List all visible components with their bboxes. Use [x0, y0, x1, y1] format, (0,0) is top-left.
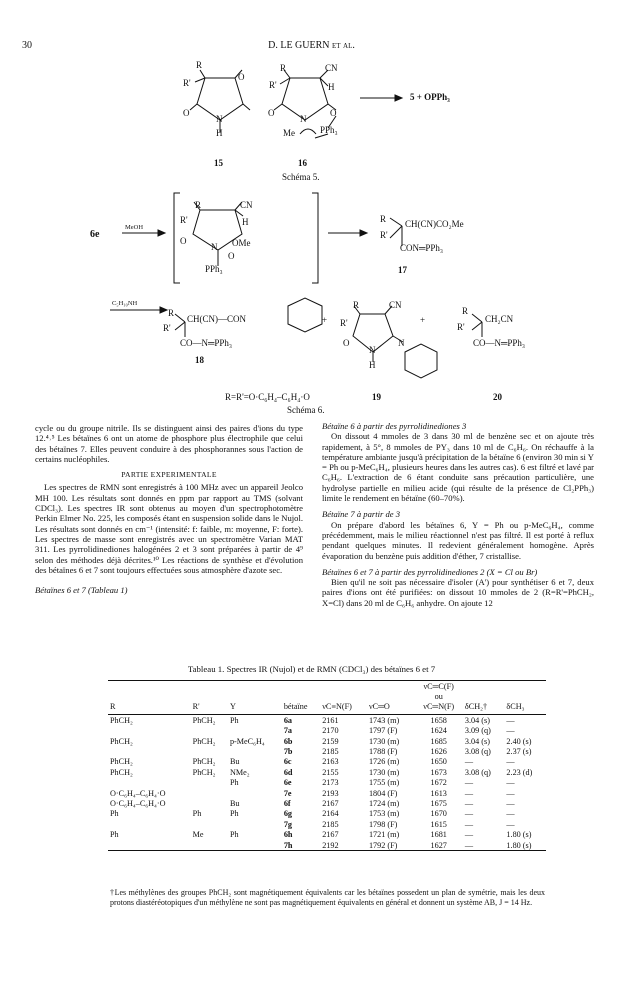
int-o: O — [180, 236, 187, 246]
table-cell: — — [464, 830, 474, 840]
table-cell: 1624 — [430, 726, 447, 736]
header-nu-cn2: νC═N(F) — [414, 702, 462, 715]
table-cell: Ph — [229, 809, 239, 819]
s17-line2: CON═PPh₃ — [400, 243, 444, 253]
int-r: R — [195, 200, 202, 210]
header-nu-cn: νC≡N(F) — [320, 702, 367, 715]
s15-h: H — [216, 128, 223, 138]
s16-cn: CN — [325, 63, 338, 73]
table-row — [108, 829, 546, 839]
table-cell — [191, 788, 228, 798]
table-cell: 1721 (m) — [368, 830, 400, 840]
table-cell — [191, 746, 228, 756]
s19-o: O — [343, 338, 350, 348]
s18-r-prime: R' — [163, 323, 171, 333]
s16-r-prime: R' — [269, 80, 277, 90]
s15-o-left: O — [183, 108, 190, 118]
s19-cn: CN — [389, 300, 402, 310]
table-cell: 2.40 (s) — [506, 736, 532, 746]
table-cell: 6f — [283, 798, 291, 808]
table-cell: — — [506, 788, 515, 798]
reagent-piperidine: C₅H₁₀NH — [112, 300, 138, 307]
table-cell: 6a — [283, 715, 293, 725]
label-17: 17 — [398, 265, 407, 275]
table-cell: 2.37 (s) — [506, 747, 532, 757]
table-row — [108, 767, 546, 777]
table-cell: 1627 — [414, 840, 462, 851]
table-cell: PhCH₂ — [110, 736, 133, 746]
table-cell — [228, 819, 282, 829]
table-cell: 2163 — [322, 757, 339, 767]
table-cell: — — [464, 819, 474, 829]
header-delta-ch3: δCH₃ — [504, 702, 546, 715]
running-title: D. LE GUERN et al. — [268, 40, 355, 51]
header-delta-ch2: δCH₂† — [463, 702, 505, 715]
table-cell: 7g — [283, 819, 293, 829]
right-heading-2: Bétaïne 7 à partir de 3 — [322, 509, 401, 520]
table-cell — [228, 788, 282, 798]
label-16: 16 — [298, 158, 307, 168]
s16-o: O — [268, 108, 275, 118]
table-cell: O·C₆H₄–C₆H₄·O — [110, 798, 166, 808]
table-cell — [191, 798, 228, 808]
s16-r: R — [280, 63, 287, 73]
table-cell: 2185 — [322, 747, 339, 757]
label-15: 15 — [214, 158, 223, 168]
header-nu-cc: νC═C(F) — [414, 681, 462, 692]
table-cell: — — [506, 726, 515, 736]
left-paragraph-2: Les spectres de RMN sont enregistrés à 100 MHz avec un appareil Jeolco MH 100. Les résultats sont donnés en ppm par rapport au TMS (solvant CDCl₃). Les spectres IR sont obtenus au moyen d'un spectrophotomètre Perkin Elmer No. 225, les composés étant en suspension solide dans le Nujol. Les résultats sont donnés en cm⁻¹ (intensité: f: faible, m: moyenne, F: forte). Les spectres de masse sont enregistrés avec un spectromètre Varian MAT 311. Les pyrrolidinediones halogénées 2 et 3 sont préparées à partir de 4⁹ selon des méthodes déjà décrites.¹⁰ Les réactions de synthèse et d'évolution des bétaïnes 6 et 7 sont toujours effectuées sous atmosphère d'azote sec. — [35, 482, 303, 575]
table-cell: 1798 (F) — [368, 819, 398, 829]
table-cell: 7h — [282, 840, 320, 851]
label-19: 19 — [372, 392, 381, 402]
table-row — [108, 809, 546, 819]
table-cell: 1650 — [430, 757, 447, 767]
table-cell: — — [506, 715, 515, 725]
s18-line1: CH(CN)—CON — [187, 314, 247, 324]
table-cell: 1724 (m) — [368, 798, 400, 808]
table-cell: Ph — [229, 778, 239, 788]
table-cell — [191, 840, 228, 851]
table-cell: 6h — [283, 830, 293, 840]
table-cell: 2192 — [320, 840, 367, 851]
table-cell: 1681 — [430, 830, 447, 840]
section-heading: PARTIE EXPERIMENTALE — [121, 470, 217, 480]
table-cell: 2159 — [322, 736, 339, 746]
table-cell: 1788 (F) — [368, 747, 398, 757]
s19-h: H — [369, 360, 376, 370]
s16-pph3: PPh₃ — [320, 125, 338, 135]
table-cell: 3.04 (s) — [464, 715, 490, 725]
table-cell: 1730 (m) — [368, 736, 400, 746]
table-cell: NMe₂ — [229, 767, 250, 777]
table-cell: — — [464, 757, 474, 767]
header-y: Y — [228, 702, 282, 715]
table-row — [108, 757, 546, 767]
table-row — [108, 778, 546, 788]
left-heading-1: Bétaïnes 6 et 7 (Tableau 1) — [35, 585, 128, 596]
header-r: R — [108, 702, 191, 715]
table-cell: Ph — [192, 809, 202, 819]
s16-h: H — [328, 82, 335, 92]
table-cell: 1675 — [430, 798, 447, 808]
right-heading-3: Bétaïnes 6 et 7 à partir des pyrrolidinediones 2 (X = Cl ou Br) — [322, 566, 538, 577]
header-betaine: bétaïne — [282, 702, 320, 715]
table-cell — [108, 819, 191, 829]
table-cell: 3.08 (q) — [464, 767, 491, 777]
table-cell: 6c — [283, 757, 292, 767]
label-18: 18 — [195, 355, 204, 365]
table-cell: p-MeC₆H₄ — [229, 736, 265, 746]
right-paragraph-3: Bien qu'il ne soit pas nécessaire d'isoler (A') pour synthétiser 6 et 7, deux paires d'ions ont été purifiées: on dissout 10 mmoles de 2 (R=R'=PhCH₂, X=Cl) dans 20 ml de C₆H₆ anhydre. On ajoute 12 — [322, 577, 594, 608]
header-nu-co: νC═O — [367, 702, 415, 715]
table-cell: 1797 (F) — [368, 726, 398, 736]
left-column — [35, 423, 303, 595]
table-cell: — — [464, 798, 474, 808]
int-r-prime: R' — [180, 215, 188, 225]
table-cell: 3.04 (s) — [464, 736, 490, 746]
s16-o-ring: O — [330, 108, 337, 118]
table-cell: 2170 — [322, 726, 339, 736]
table-cell: 7a — [283, 726, 293, 736]
scheme5-products: 5 + OPPh₃ — [410, 92, 450, 102]
table-cell: 6d — [283, 767, 293, 777]
table-cell: 1792 (F) — [367, 840, 415, 851]
int-pph3: PPh₃ — [205, 264, 223, 274]
table-cell — [228, 746, 282, 756]
table-cell: 1658 — [430, 715, 447, 725]
table-cell: 1804 (F) — [368, 788, 398, 798]
reagent-meoh: MeOH — [125, 224, 144, 231]
s15-r: R — [196, 60, 203, 70]
table-cell: 2167 — [322, 798, 339, 808]
s15-r-prime: R' — [183, 78, 191, 88]
table-cell: 1685 — [430, 736, 447, 746]
table-cell: 2185 — [322, 819, 339, 829]
table-cell: PhCH₂ — [110, 757, 133, 767]
scheme5-caption: Schéma 5. — [282, 172, 320, 182]
header-ou: ou — [434, 692, 443, 702]
table-row — [108, 736, 546, 746]
right-paragraph-1: On dissout 4 mmoles de 3 dans 30 ml de benzène sec et on ajoute très rapidement, à 5°, 8 mmoles de PY₃ dans 10 ml de C₆H₆. On réchauffe à la température ambiante jusqu'à précipitation de la bétaïne 6 (environ 30 min si Y = Ph ou p-MeC₆H₄, plusieurs heures dans les autres cas). 6 est filtré et lavé par C₆H₆. L'extraction de 6 étant conduite sans précaution particulière, une hydrolyse partielle en milieu acide (qui résulte de la présence de Cl₂PPh₃) limite le rendement en bétaïne (60–70%). — [322, 431, 594, 504]
int-o2: O — [228, 251, 235, 261]
table-cell: 2164 — [322, 809, 339, 819]
page-number: 30 — [22, 40, 32, 51]
table-row — [108, 715, 546, 726]
table-cell: PhCH₂ — [110, 767, 133, 777]
table-cell: Ph — [229, 715, 239, 725]
spectra-table — [108, 680, 546, 851]
table-cell: 2193 — [322, 788, 339, 798]
s18-line2: CO—N═PPh₃ — [180, 338, 233, 348]
right-column — [322, 421, 594, 608]
left-paragraph-1: cycle ou du groupe nitrile. Ils se distinguent ainsi des paires d'ions du type 12.⁴˒⁵ Les bétaïnes 6 ont un atome de phosphore plus électrophile que celui des bétaïnes 7. Elles peuvent conduire à des phosphorannes sous l'action de certains nucléophiles. — [35, 423, 303, 464]
table-cell: 1753 (m) — [368, 809, 400, 819]
table-cell: 2167 — [322, 830, 339, 840]
table-cell: PhCH₂ — [192, 757, 216, 767]
table-cell: 2173 — [322, 778, 339, 788]
table-footnote: †Les méthylènes des groupes PhCH₂ sont magnétiquement équivalents car les bétaïnes possedent un plan de symétrie, mais les deux protons diastéréotopiques d'un méthylène ne sont pas magnétiquement équivalents en général et donnent un système AB, J = 14 Hz. — [110, 888, 545, 907]
table-cell — [191, 819, 228, 829]
table-cell: — — [464, 788, 474, 798]
table-cell: Ph — [110, 830, 119, 840]
int-ome: OMe — [232, 238, 251, 248]
table-cell: 1.80 (s) — [506, 830, 532, 840]
table-row — [108, 819, 546, 829]
table-cell: 3.08 (q) — [464, 747, 491, 757]
table-cell: 1670 — [430, 809, 447, 819]
scheme-6-row1-drawing — [90, 188, 420, 288]
s18-r: R — [168, 308, 175, 318]
table-cell: PhCH₂ — [192, 715, 216, 725]
table-cell: 1615 — [430, 819, 447, 829]
table-cell — [108, 778, 191, 788]
right-heading-1: Bétaïne 6 à partir des pyrrolidinediones 3 — [322, 421, 467, 431]
table-cell: 6g — [283, 809, 293, 819]
table-cell: O·C₆H₄–C₆H₄·O — [110, 788, 166, 798]
table-cell: 2161 — [322, 715, 339, 725]
s16-me: Me — [283, 128, 295, 138]
table-cell: 1626 — [430, 747, 447, 757]
table-cell: — — [506, 778, 515, 788]
table-cell — [108, 726, 191, 736]
table-cell: PhCH₂ — [110, 715, 133, 725]
table-cell: 1673 — [430, 767, 447, 777]
table-cell — [191, 726, 228, 736]
scheme6-caption: Schéma 6. — [287, 405, 325, 415]
s15-n: N — [216, 114, 223, 124]
table-body — [108, 715, 546, 851]
table-cell: Me — [192, 830, 204, 840]
table-cell: 1672 — [430, 778, 447, 788]
s17-r: R — [380, 214, 387, 224]
table-cell: 1.80 (s) — [504, 840, 546, 851]
s17-line1: CH(CN)CO₂Me — [405, 219, 464, 229]
s19-r-prime: R' — [340, 318, 348, 328]
table-cell: PhCH₂ — [192, 736, 216, 746]
table-cell — [191, 778, 228, 788]
table-row — [108, 788, 546, 798]
table-cell: 1755 (m) — [368, 778, 400, 788]
s20-line2: CO—N═PPh₃ — [473, 338, 526, 348]
table-cell: — — [464, 778, 474, 788]
table-cell: — — [506, 798, 515, 808]
table-cell: — — [464, 809, 474, 819]
scheme6-definition: R=R'=O·C₆H₄–C₆H₄·O — [225, 392, 310, 402]
s17-r-prime: R' — [380, 230, 388, 240]
table-cell: 7e — [283, 788, 292, 798]
int-h: H — [242, 217, 249, 227]
plus-1: + — [322, 315, 328, 325]
s19-n: N — [369, 345, 376, 355]
int-n: N — [211, 242, 218, 252]
s19-n2: N — [398, 338, 405, 348]
right-paragraph-2: On prépare d'abord les bétaïnes 6, Y = Ph ou p-MeC₆H₄, comme précédemment, mais le milieu réactionnel n'est pas filtré. Il est porté à reflux pendant quelques minutes. Il redevient généralement homogène. Après évaporation du benzène puis addition d'éther, 7 cristallise. — [322, 519, 594, 561]
table-cell: 2155 — [322, 767, 339, 777]
start-6e: 6e — [90, 229, 100, 240]
table-row — [108, 798, 546, 808]
s15-o-top: O — [238, 72, 245, 82]
table-cell — [228, 840, 282, 851]
table-cell: 6e — [283, 778, 292, 788]
table-row — [108, 746, 546, 756]
table-cell: Bu — [229, 798, 240, 808]
table-cell: 2.23 (d) — [506, 767, 533, 777]
table-cell: 1613 — [430, 788, 447, 798]
table-cell — [108, 746, 191, 756]
table-cell: Bu — [229, 757, 240, 767]
table-row — [108, 840, 546, 851]
table-cell: 6b — [283, 736, 293, 746]
s16-n: N — [300, 114, 307, 124]
header-r-prime: R' — [191, 702, 228, 715]
table-cell: 7b — [283, 747, 293, 757]
table-row — [108, 726, 546, 736]
plus-2: + — [420, 315, 426, 325]
table-cell: — — [506, 757, 515, 767]
table-cell: 1730 (m) — [368, 767, 400, 777]
s19-r: R — [353, 300, 360, 310]
table-cell: — — [506, 819, 515, 829]
s20-r-prime: R' — [457, 322, 465, 332]
table-caption: Tableau 1. Spectres IR (Nujol) et de RMN (CDCl₃) des bétaïnes 6 et 7 — [187, 664, 436, 674]
int-cn: CN — [240, 200, 253, 210]
table-cell: — — [463, 840, 505, 851]
s20-line1: CH₂CN — [485, 314, 514, 324]
table-cell: Ph — [110, 809, 119, 819]
s20-r: R — [462, 306, 469, 316]
table-cell: 3.09 (q) — [464, 726, 491, 736]
table-cell — [228, 726, 282, 736]
table-cell — [108, 840, 191, 851]
table-cell: PhCH₂ — [192, 767, 216, 777]
table-cell: — — [506, 809, 515, 819]
label-20: 20 — [493, 392, 502, 402]
table-cell: Ph — [229, 830, 239, 840]
table-cell: 1743 (m) — [368, 715, 400, 725]
scheme-5-drawing — [150, 58, 490, 183]
table-cell: 1726 (m) — [368, 757, 400, 767]
